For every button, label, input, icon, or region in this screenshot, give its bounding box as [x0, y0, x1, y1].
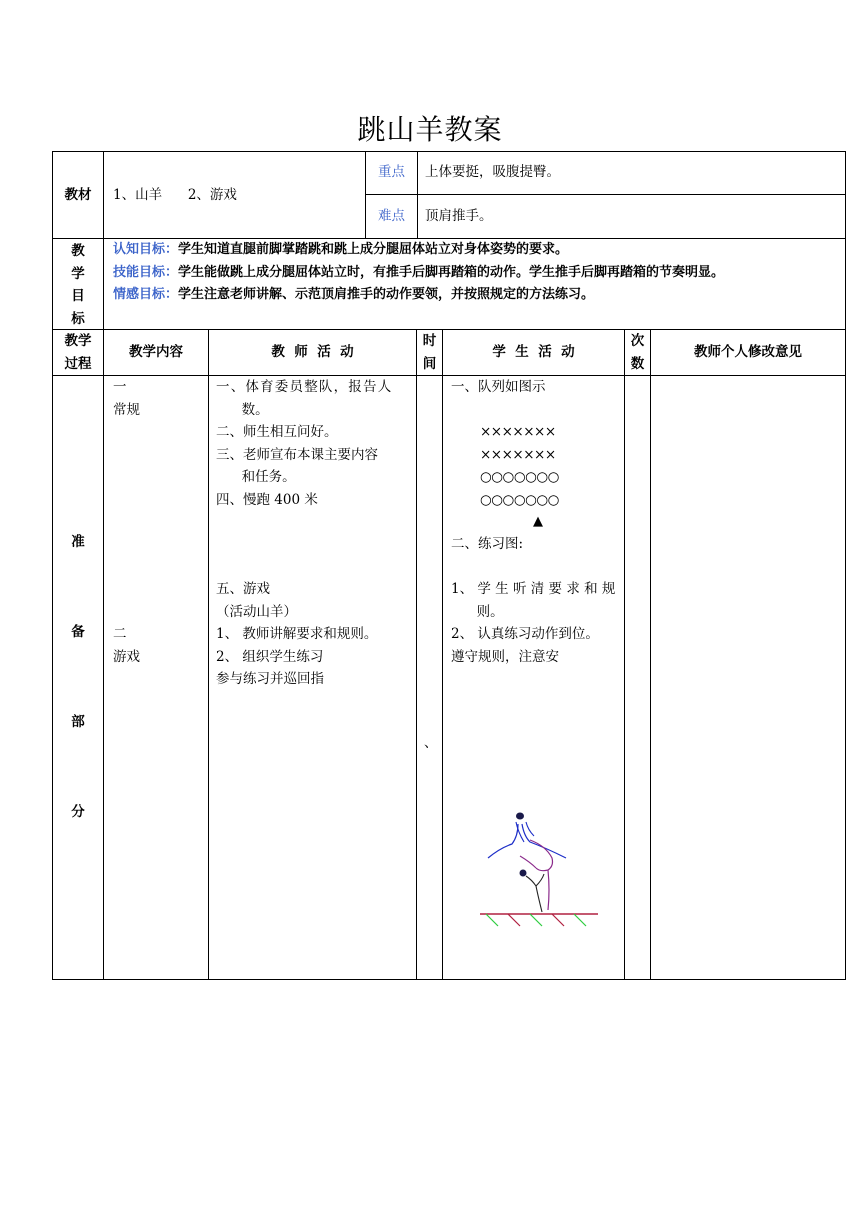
teacher-activities: 一、体育委员整队，报告人 数。 二、师生相互问好。 三、老师宣布本课主要内容 和任务。 四、慢跑 400 米: [216, 379, 393, 508]
document-title: 跳山羊教案: [357, 113, 503, 146]
time-mark: 、: [424, 735, 438, 751]
formation-row: ×××××××: [480, 424, 556, 440]
col-notes: 教师个人修改意见: [694, 344, 802, 360]
key-value: 上体要挺，吸腹提臀。: [425, 164, 560, 180]
objectives-list: [113, 239, 843, 307]
col-content: 教学内容: [129, 344, 183, 360]
student-activities: 一、队列如图示: [451, 379, 546, 395]
formation-row: ○○○○○○○: [480, 469, 559, 485]
formation-row: ×××××××: [480, 446, 556, 463]
difficulty-label: 难点: [378, 208, 405, 224]
col-time: 时 间: [422, 333, 437, 372]
objective-affective: 情感目标：学生注意老师讲解、示范顶肩推手的动作要领，并按照规定的方法练习。: [113, 287, 595, 302]
section-char-4: 分: [71, 804, 85, 820]
content-game: 二 游戏: [113, 626, 140, 665]
objective-skill: 技能目标：学生能做跳上成分腿屈体站立时，有推手后脚再踏箱的动作。学生推手后脚再踏箱的节奏明显。: [113, 264, 725, 280]
material-value: 1、山羊 2、游戏: [113, 187, 237, 203]
col-teacher: 教 师 活 动: [271, 344, 354, 360]
objectives-label: 教 学 目 标: [71, 243, 85, 327]
col-process: 教学 过程: [64, 333, 92, 372]
vault-practice-figure: [478, 806, 604, 930]
content-routine: 一 常规: [113, 379, 140, 418]
formation-row: ○○○○○○○: [480, 491, 559, 508]
difficulty-value: 顶肩推手。: [425, 208, 493, 224]
section-char-3: 部: [71, 714, 85, 730]
objective-cognitive: 认知目标：学生知道直腿前脚掌踏跳和跳上成分腿屈体站立对身体姿势的要求。: [113, 242, 569, 257]
material-label: 教材: [64, 187, 92, 203]
section-char-1: 准: [71, 534, 85, 550]
col-student: 学 生 活 动: [492, 344, 575, 360]
student-activities-practice: 二、练习图: 1、 学 生 听 清 要 求 和 规 则。 2、 认真练习动作到位。 遵守规则，注意安: [451, 536, 616, 665]
section-char-2: 备: [71, 624, 85, 640]
teacher-activities-game: 五、游戏 （活动山羊） 1、 教师讲解要求和规则。 2、 组织学生练习 参与练习并巡回指: [216, 581, 378, 687]
col-count: 次 数: [630, 333, 645, 372]
formation-diagram: [480, 421, 600, 511]
teacher-marker-icon: ▲: [533, 514, 543, 529]
key-label: 重点: [378, 164, 405, 180]
